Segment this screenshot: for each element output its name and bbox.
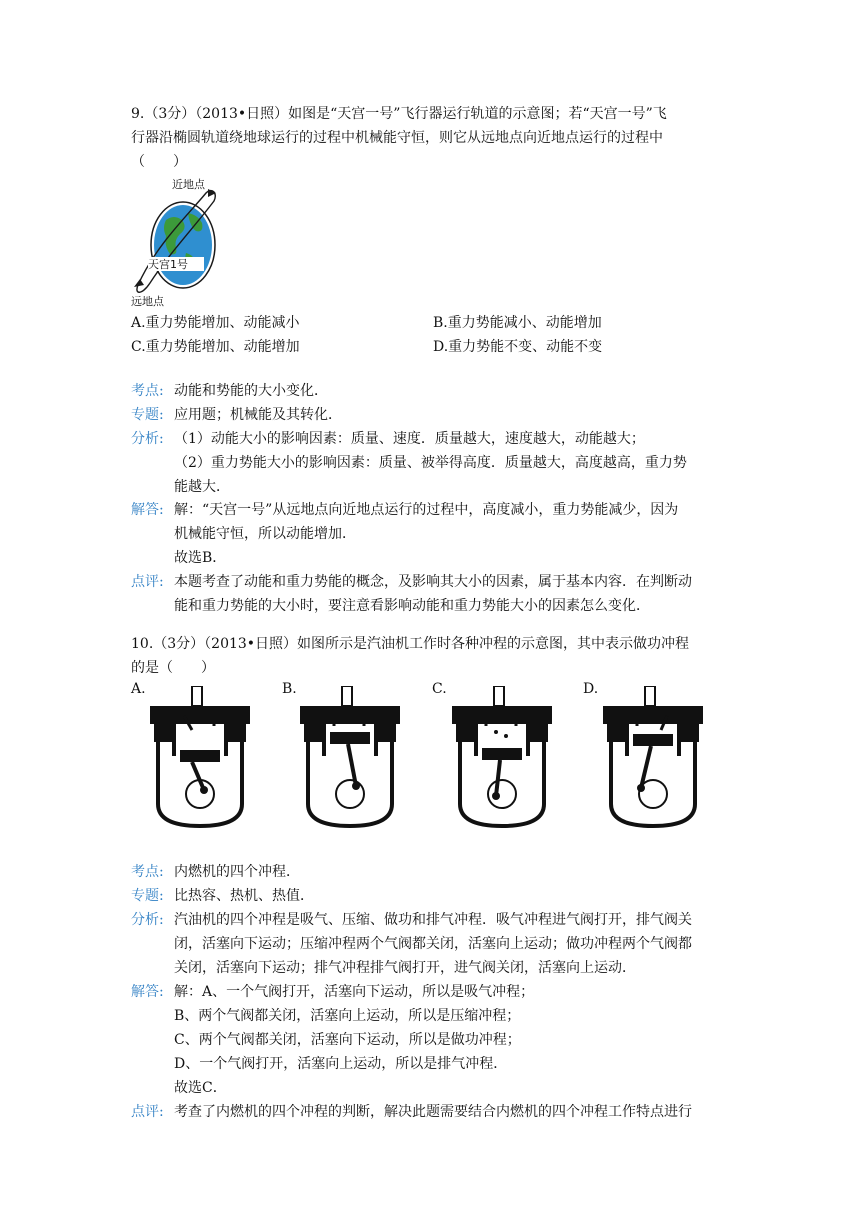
far-point-label: 远地点 xyxy=(131,295,164,308)
engine-icon xyxy=(601,686,705,830)
q10-stem-line-1: 10.（3分）（2013•日照）如图所示是汽油机工作时各种冲程的示意图，其中表示做功冲程 xyxy=(131,636,690,652)
engine-icon xyxy=(148,686,252,830)
engine-diagram-a xyxy=(148,686,252,830)
orbit-arrow-icon xyxy=(134,279,144,287)
q10-jieda-label: 解答: xyxy=(131,984,164,1000)
q10-zhuanti-label: 专题: xyxy=(131,888,164,904)
craft-label: 天宫1号 xyxy=(148,258,188,271)
q9-fenxi-label: 分析: xyxy=(131,431,164,447)
q10-option-c-letter: C. xyxy=(432,681,447,697)
q9-jieda-3: 故选B． xyxy=(174,550,227,566)
q10-option-b-letter: B. xyxy=(282,681,297,697)
q9-option-d: D.重力势能不变、动能不变 xyxy=(433,339,603,355)
q9-option-a: A.重力势能增加、动能减小 xyxy=(131,315,300,331)
q10-fenxi-3: 关闭，活塞向下运动；排气冲程排气阀打开，进气阀关闭，活塞向上运动． xyxy=(174,960,636,976)
q10-fenxi-label: 分析: xyxy=(131,912,164,928)
q10-option-a-letter: A. xyxy=(131,681,146,697)
engine-icon xyxy=(450,686,554,830)
q9-fenxi-1: （1）动能大小的影响因素：质量、速度．质量越大，速度越大，动能越大； xyxy=(174,431,645,447)
q10-fenxi-1: 汽油机的四个冲程是吸气、压缩、做功和排气冲程．吸气冲程进气阀打开，排气阀关 xyxy=(174,912,692,928)
q9-dianping-1: 本题考查了动能和重力势能的概念，及影响其大小的因素，属于基本内容．在判断动 xyxy=(174,574,692,590)
engine-diagram-d xyxy=(601,686,705,830)
q9-zhuanti: 应用题；机械能及其转化． xyxy=(174,407,342,423)
q10-option-d-letter: D. xyxy=(583,681,599,697)
q9-stem-line-3: （ ） xyxy=(131,154,187,170)
q9-jieda-1: 解：“天宫一号”从远地点向近地点运行的过程中，高度减小，重力势能减少，因为 xyxy=(174,502,679,518)
q10-dianping-1: 考查了内燃机的四个冲程的判断，解决此题需要结合内燃机的四个冲程工作特点进行 xyxy=(174,1104,692,1120)
engine-diagram-b xyxy=(298,686,402,830)
q9-option-b: B.重力势能减小、动能增加 xyxy=(433,315,602,331)
q10-kaodian: 内燃机的四个冲程． xyxy=(174,864,300,880)
engine-diagram-c xyxy=(450,686,554,830)
q9-jieda-2: 机械能守恒，所以动能增加． xyxy=(174,526,356,542)
q9-kaodian-label: 考点: xyxy=(131,383,164,399)
q10-jieda-2: B、两个气阀都关闭，活塞向上运动，所以是压缩冲程； xyxy=(174,1008,521,1024)
q9-stem-line-2: 行器沿椭圆轨道绕地球运行的过程中机械能守恒，则它从远地点向近地点运行的过程中 xyxy=(131,130,663,146)
q10-fenxi-2: 闭，活塞向下运动；压缩冲程两个气阀都关闭，活塞向上运动；做功冲程两个气阀都 xyxy=(174,936,692,952)
q9-fenxi-2b: 能越大． xyxy=(174,479,230,495)
q9-kaodian: 动能和势能的大小变化． xyxy=(174,383,328,399)
q10-stem-line-2: 的是（ ） xyxy=(131,660,215,676)
q9-jieda-label: 解答: xyxy=(131,502,164,518)
q10-jieda-4: D、一个气阀打开，活塞向上运动，所以是排气冲程． xyxy=(174,1056,508,1072)
near-point-label: 近地点 xyxy=(172,178,205,191)
q9-dianping-2: 能和重力势能的大小时，要注意看影响动能和重力势能大小的因素怎么变化． xyxy=(174,598,650,614)
engine-icon xyxy=(298,686,402,830)
q10-zhuanti: 比热容、热机、热值． xyxy=(174,888,314,904)
q10-jieda-1: 解：A、一个气阀打开，活塞向下运动，所以是吸气冲程； xyxy=(174,984,535,1000)
q9-dianping-label: 点评: xyxy=(131,574,164,590)
q10-kaodian-label: 考点: xyxy=(131,864,164,880)
orbit-diagram xyxy=(128,175,228,310)
orbit-figure xyxy=(128,175,228,310)
q10-dianping-label: 点评: xyxy=(131,1104,164,1120)
q9-option-c: C.重力势能增加、动能增加 xyxy=(131,339,300,355)
q9-zhuanti-label: 专题: xyxy=(131,407,164,423)
q9-fenxi-2a: （2）重力势能大小的影响因素：质量、被举得高度．质量越大，高度越高，重力势 xyxy=(174,455,687,471)
q9-stem-line-1: 9.（3分）（2013•日照）如图是“天宫一号”飞行器运行轨道的示意图；若“天宫一号”飞 xyxy=(131,106,667,122)
q10-jieda-3: C、两个气阀都关闭，活塞向下运动，所以是做功冲程； xyxy=(174,1032,521,1048)
q10-jieda-5: 故选C． xyxy=(174,1080,227,1096)
